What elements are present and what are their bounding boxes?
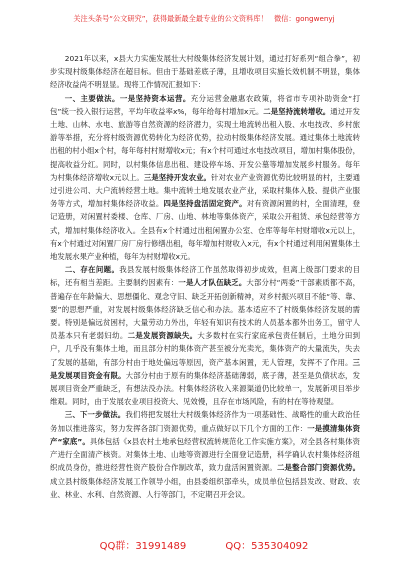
section-1-paragraph (50, 92, 360, 264)
s2-point-2-text: 大多数村在实行家庭承包责任制后，土地分田到户，几乎没有集体土地，而且部分村的集体资产甚至被分光卖光，集体资产的大量流失，失去了发展的基础，有部分村由于地处偏远等原因，资产基本闲置，无人管理，发挥不了作用。 (50, 331, 360, 367)
s2-intro-text: 我县发展村级集体经济工作虽然取得初步成效，但离上级部门要求的目标，还有相当差距。主要制约因素有： (50, 265, 360, 288)
section-3-paragraph (50, 408, 360, 500)
s1-point-4-heading: 四是坚持盘活固定资产。 (163, 199, 247, 209)
s1-point-4-text: 对有资源闲置的村，全面清理，登记造册，对闲置村委楼、仓库、厂房、山地、林地等集体资产，采取公开租赁、承包经营等方式，增加村集体经济收入。全县有x个村通过出租闲置办公室、仓库等每年村财增收x元以上，有x个村通过对闲置厂房厂房行修缮出租，每年增加村财收入x元，有x个村通过利用闲置集体土地发展水果产业种植，每年为村财增收x元。 (50, 199, 360, 262)
footer-banner (0, 540, 408, 554)
footer-qq-number: QQ：535304092 (225, 541, 309, 552)
s3-intro-text: 我们将把发展壮大村级集体经济作为一项基础性、战略性的重大政治任务加以推进落实，努力发挥各部门资源优势，重点做好以下几个方面的工作： (50, 410, 360, 433)
document-body (50, 52, 360, 532)
s1-point-1-text: 充分运营金融惠农政策，将省市专项补助资金“打包”统一投入银行运营，平均年收益率x%，每年给每村增加x元。 (50, 93, 360, 116)
s3-point-2-heading: 二是整合部门资源优势。 (276, 463, 360, 473)
s2-point-3-text: 大部分村由于原有的集体经济基础薄弱，底子薄，甚至是负债状态，发展项目资金严重缺乏，有想法没办法。村集体经济收入来源渠道仍比较单一，发展新项目举步维艰。同时，由于发展农业项目投资大、见效慢，且存在市场风险，有的村在等待观望。 (50, 370, 360, 407)
s2-point-3-heading: 三是发展项目资金有限。 (50, 357, 360, 380)
section-3-heading: 三、下一步做法。 (64, 410, 126, 420)
s1-point-2-heading: 二是坚持流转增收。 (263, 106, 331, 116)
header-wechat-text: 微信：gongwenyj (273, 14, 335, 23)
intro-paragraph: 2021年以来，x县大力实施发展壮大村级集体经济发展计划，通过打好系列“组合拳”，初步实现村级集体经济在超目标。但由于基础差底子薄，且增收项目实施长效机制不明显，集体经济收益尚不明显显。现将工作情况汇报如下： (50, 54, 360, 90)
section-2-paragraph (50, 263, 360, 408)
s1-point-3-heading: 三是坚持开发农业。 (143, 172, 211, 182)
s2-point-1-text: 大部分村“两委”干部素质都不高，普遍存在年龄偏大、思想僵化、观念守旧、缺乏开拓创新精神，对乡村振兴项目不能“等、靠、要”的思想严重，对发展村级集体经济缺乏信心和办法。基本适应不了村级集体经济发展的需要。特别是偏远贫困村，大量劳动力外出，年轻有知识有技术的人员基本都外出务工，留守人员基本只有老弱妇幼。 (50, 278, 360, 341)
header-promo-text: 关注头条号“公文研究”，获得最新最全最专业的公文资料库！ (73, 14, 268, 23)
s1-point-2-text: 通过开发土地、山林、水电、旅游等自然资源的经济潜力，实现土地流转出租入股、水电技改、乡村旅游等举措，充分将村级资源优势转化为经济优势，拉动村级集体经济发展。通过集体土地流转出租的村小组x个村，每年每村村财增收x元；有x个村可通过水电技改项目，增加村集体股份，提高收益分红。同时，以村集体信息出租、建设停车场、开发公墓等增加发展乡村服务。每年为村集体经济增收x元以上。 (50, 106, 360, 182)
header-banner (0, 14, 408, 23)
s2-point-2-heading: 二是发展资源缺失。 (127, 331, 198, 341)
s3-point-1-text: 具体包括《x县农村土地承包经营权流转规范化工作实施方案》，对全县各村集体资产进行全面清产核资。对集体土地、山地等资源进行全面登记造册，科学确认农村集体经济组织成员身份，推进经营性资产股份合作制改革，致力盘活闲置资源。 (50, 436, 360, 473)
s3-point-1-heading: 一是摸清集体资产“家底”。 (50, 423, 360, 446)
s1-point-1-heading: 一是坚持资本运营。 (119, 93, 191, 103)
section-1-heading: 一、主要做法。 (64, 93, 120, 103)
s1-point-3-text: 针对农业产业资源优势比较明显的村，主要通过引进公司、大户流转经营土地。集中流转土地发展农业产业，采取村集体入股、提供产业服务等方式，增加村集体经济收益。 (50, 172, 360, 209)
s3-point-2-text: 成立县村级集体经济发展工作领导小组，由县委组织部牵头，成员单位包括县发改、财政、农业、林业、水利、自然资源、人行等部门，不定期召开会议。 (50, 476, 360, 499)
footer-qq-group: QQ群：31991489 (99, 541, 187, 552)
s2-point-1-heading: 一是人才队伍缺乏。 (178, 278, 247, 288)
section-2-heading: 二、存在问题。 (64, 265, 120, 275)
